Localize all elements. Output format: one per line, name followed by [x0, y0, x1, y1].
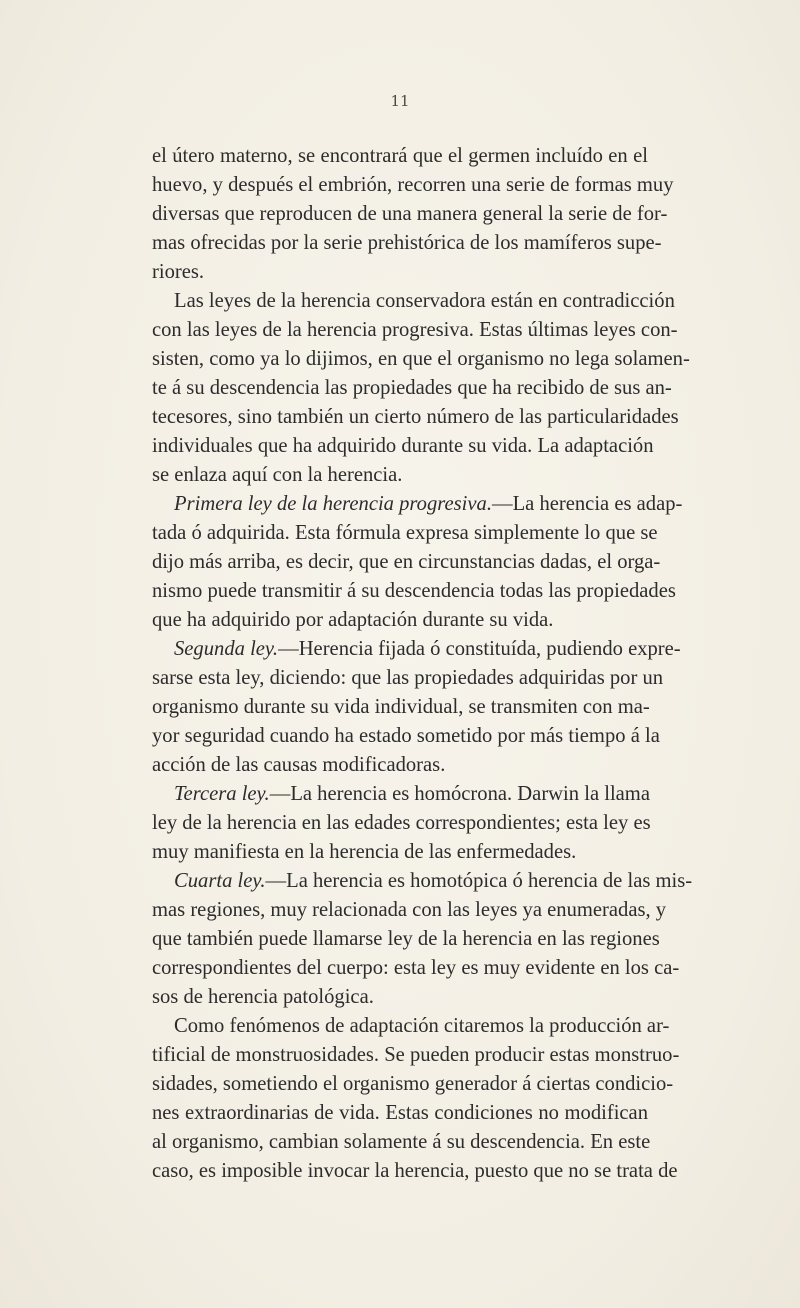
- text-line: tada ó adquirida. Esta fórmula expresa simplemente lo que se: [152, 522, 658, 544]
- text-line: correspondientes del cuerpo: esta ley es muy evidente en los ca-: [152, 957, 680, 979]
- text-line: nes extraordinarias de vida. Estas condiciones no modifican: [152, 1102, 648, 1124]
- text-line: [152, 490, 683, 519]
- text-line: dijo más arriba, es decir, que en circunstancias dadas, el orga-: [152, 551, 661, 573]
- text-line: se enlaza aquí con la herencia.: [152, 464, 403, 486]
- text-line: yor seguridad cuando ha estado sometido por más tiempo á la: [152, 725, 660, 747]
- law-heading: Primera ley de la herencia progresiva.: [174, 493, 492, 515]
- text-line: con las leyes de la herencia progresiva. Estas últimas leyes con-: [152, 319, 678, 341]
- paragraph-7: [152, 1012, 680, 1186]
- paragraph-3: [152, 490, 683, 635]
- text-line: nismo puede transmitir á su descendencia todas las propiedades: [152, 580, 676, 602]
- text-line-rest: —La herencia es homócrona. Darwin la llama: [269, 783, 650, 805]
- text-line: ley de la herencia en las edades correspondientes; esta ley es: [152, 812, 651, 834]
- paragraph-6: [152, 867, 693, 1012]
- text-line: sarse esta ley, diciendo: que las propiedades adquiridas por un: [152, 667, 664, 689]
- text-line: mas ofrecidas por la serie prehistórica de los mamíferos supe-: [152, 232, 662, 254]
- paragraph-1: [152, 142, 674, 287]
- text-line: diversas que reproducen de una manera general la serie de for-: [152, 203, 668, 225]
- text-line: sos de herencia patológica.: [152, 986, 374, 1008]
- text-line: individuales que ha adquirido durante su vida. La adaptación: [152, 435, 654, 457]
- body-text: [152, 142, 693, 1186]
- law-heading: Tercera ley.: [174, 783, 270, 805]
- text-line: riores.: [152, 261, 205, 283]
- paragraph-5: [152, 780, 651, 867]
- text-line-rest: —La herencia es adap-: [491, 493, 683, 515]
- text-line: acción de las causas modificadoras.: [152, 754, 446, 776]
- text-line: organismo durante su vida individual, se transmiten con ma-: [152, 696, 650, 718]
- text-line: caso, es imposible invocar la herencia, puesto que no se trata de: [152, 1160, 678, 1182]
- paragraph-4: [152, 635, 681, 780]
- text-line: que ha adquirido por adaptación durante su vida.: [152, 609, 554, 631]
- text-line: muy manifiesta en la herencia de las enfermedades.: [152, 841, 577, 863]
- text-line: [152, 635, 681, 664]
- text-line: sidades, sometiendo el organismo generador á ciertas condicio-: [152, 1073, 674, 1095]
- page-number: 11: [390, 92, 410, 110]
- law-heading: Segunda ley.: [174, 638, 279, 660]
- text-line: al organismo, cambian solamente á su descendencia. En este: [152, 1131, 651, 1153]
- text-line: [152, 867, 693, 896]
- text-line-rest: —La herencia es homotópica ó herencia de las mis-: [265, 870, 693, 892]
- text-line: [152, 780, 648, 809]
- text-line: sisten, como ya lo dijimos, en que el organismo no lega solamen-: [152, 348, 690, 370]
- paragraph-2: [152, 287, 690, 490]
- text-line: tecesores, sino también un cierto número de las particularidades: [152, 406, 679, 428]
- text-line: el útero materno, se encontrará que el germen incluído en el: [152, 145, 648, 167]
- text-line: mas regiones, muy relacionada con las leyes ya enumeradas, y: [152, 899, 667, 921]
- text-line: tificial de monstruosidades. Se pueden producir estas monstruo-: [152, 1044, 680, 1066]
- text-line: que también puede llamarse ley de la herencia en las regiones: [152, 928, 660, 950]
- text-line: Como fenómenos de adaptación citaremos la producción ar-: [174, 1015, 670, 1037]
- text-line: huevo, y después el embrión, recorren una serie de formas muy: [152, 174, 674, 196]
- law-heading: Cuarta ley.: [174, 870, 266, 892]
- text-line: Las leyes de la herencia conservadora están en contradicción: [174, 290, 675, 312]
- text-line-rest: —Herencia fijada ó constituída, pudiendo expre-: [278, 638, 681, 660]
- text-line: te á su descendencia las propiedades que ha recibido de sus an-: [152, 377, 672, 399]
